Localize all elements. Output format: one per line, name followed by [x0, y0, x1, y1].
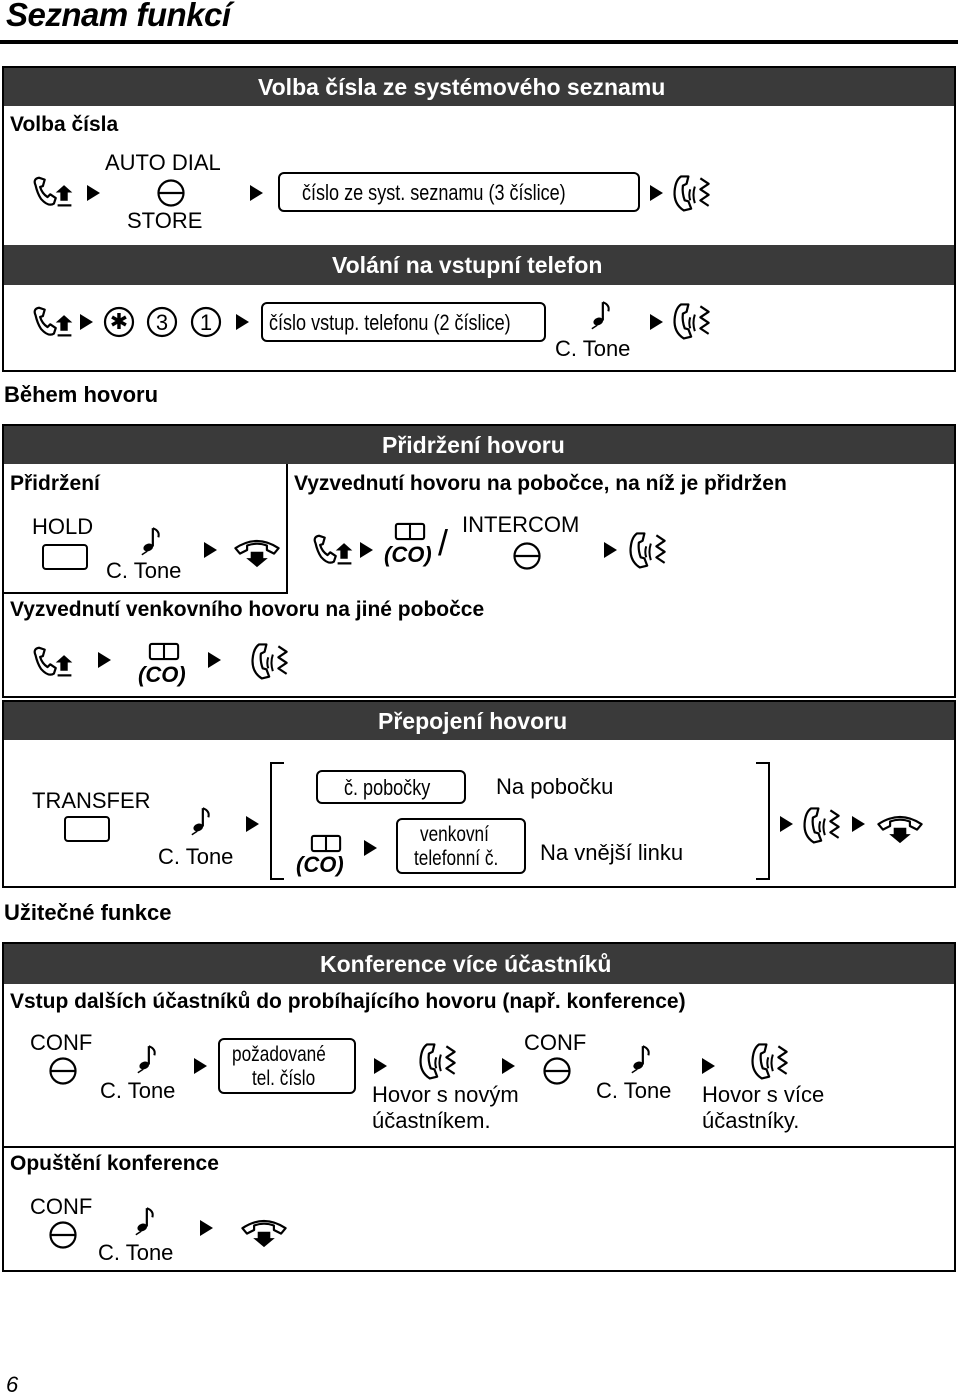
auto-dial-key-icon[interactable]: [156, 178, 186, 208]
or-slash: /: [438, 522, 449, 563]
co-label: (CO): [296, 852, 344, 877]
arrow-icon: [246, 816, 259, 832]
doorphone-number-text: číslo vstup. telefonu (2 číslice): [269, 310, 511, 335]
arrow-icon: [852, 816, 865, 832]
tone-icon: [190, 806, 212, 836]
talk-icon: [670, 300, 716, 342]
key-3-label: 3: [155, 310, 169, 335]
section-behem-hovoru: Během hovoru: [4, 382, 159, 407]
store-label: STORE: [127, 208, 203, 233]
auto-dial-label: AUTO DIAL: [105, 150, 221, 175]
arrow-icon: [360, 542, 373, 558]
arrow-icon: [200, 1220, 213, 1236]
label-hold: Přidržení: [10, 472, 100, 495]
option-extension: Na pobočku: [496, 774, 614, 799]
label-add-party: Vstup dalších účastníků do probíhajícího hovoru (např. konference): [10, 990, 686, 1013]
arrow-icon: [204, 542, 217, 558]
page-title: Seznam funkcí: [6, 0, 231, 33]
co-key-icon[interactable]: [310, 834, 342, 853]
transfer-key-button[interactable]: [64, 816, 110, 842]
header-transfer: [4, 702, 954, 740]
talk-icon: [416, 1040, 462, 1082]
desc-new-party-line2: účastníkem.: [372, 1108, 491, 1133]
star-key-label: ✱: [109, 310, 129, 335]
label-retrieve: Vyzvednutí hovoru na pobočce, na níž je přidržen: [294, 472, 787, 495]
conf-label-2: CONF: [524, 1030, 587, 1055]
tone-icon: [630, 1044, 652, 1074]
arrow-icon: [374, 1058, 387, 1074]
key-1-icon[interactable]: [190, 306, 222, 338]
outside-number-box: [396, 818, 526, 874]
onhook-icon: [233, 532, 281, 568]
bracket-right: [756, 762, 770, 880]
talk-icon: [800, 804, 846, 846]
label-pickup-outside: Vyzvednutí venkovního hovoru na jiné pobočce: [10, 598, 485, 621]
arrow-icon: [80, 314, 93, 330]
ctone-label: C. Tone: [555, 336, 631, 361]
requested-number-line2: tel. číslo: [252, 1067, 316, 1090]
requested-number-line1: požadované: [232, 1043, 326, 1066]
talk-icon: [748, 1040, 794, 1082]
label-leave-conference: Opuštění konference: [10, 1152, 219, 1175]
divider: [286, 464, 288, 592]
dial-panel: [2, 66, 956, 372]
talk-icon: [248, 640, 294, 682]
label-volba-cisla: Volba čísla: [10, 113, 119, 136]
arrow-icon: [87, 185, 100, 201]
star-key-icon[interactable]: [103, 306, 135, 338]
conf-key-icon[interactable]: [48, 1056, 78, 1086]
tone-icon: [590, 300, 612, 330]
header-conference-title: Konference více účastníků: [320, 951, 612, 977]
key-3-icon[interactable]: [146, 306, 178, 338]
conf-key-icon[interactable]: [542, 1056, 572, 1086]
requested-number-box: [218, 1038, 356, 1094]
arrow-icon: [780, 816, 793, 832]
hold-key-button[interactable]: [42, 544, 88, 570]
extension-number-text: č. pobočky: [344, 775, 431, 800]
arrow-icon: [364, 840, 377, 856]
arrow-icon: [236, 314, 249, 330]
ctone-label-2: C. Tone: [596, 1078, 672, 1103]
tone-icon: [134, 1206, 156, 1236]
divider: [4, 592, 288, 594]
onhook-icon: [240, 1212, 288, 1248]
conf-label: CONF: [30, 1030, 93, 1055]
offhook-icon: [310, 532, 356, 569]
tone-icon: [140, 526, 162, 556]
offhook-icon: [30, 174, 76, 211]
ctone-label: C. Tone: [106, 558, 182, 583]
arrow-icon: [250, 185, 263, 201]
ctone-label-3: C. Tone: [98, 1240, 174, 1265]
conf-key-icon[interactable]: [48, 1220, 78, 1250]
arrow-icon: [502, 1058, 515, 1074]
page-number: 6: [6, 1372, 19, 1397]
arrow-icon: [208, 652, 221, 668]
conf-label-3: CONF: [30, 1194, 93, 1219]
system-number-box: [278, 172, 640, 212]
bracket-left: [270, 762, 284, 880]
transfer-panel: [2, 700, 956, 888]
intercom-label: INTERCOM: [462, 512, 580, 537]
talk-icon: [626, 529, 672, 571]
key-1-label: 1: [199, 310, 213, 335]
header-hold-title: Přidržení hovoru: [382, 432, 565, 458]
option-outside-line: Na vnější linku: [540, 840, 684, 865]
hold-panel: [2, 424, 956, 698]
outside-number-line1: venkovní: [420, 823, 489, 846]
co-label: (CO): [138, 662, 186, 687]
header-doorphone: [4, 245, 954, 285]
co-key-icon[interactable]: [148, 642, 180, 661]
arrow-icon: [650, 185, 663, 201]
outside-number-line2: telefonní č.: [414, 847, 499, 870]
section-uzitecne-funkce: Užitečné funkce: [4, 900, 172, 925]
header-dial: [4, 68, 954, 106]
header-dial-title: Volba čísla ze systémového seznamu: [258, 74, 666, 100]
desc-more-parties-line2: účastníky.: [702, 1108, 800, 1133]
doorphone-number-box: [261, 302, 546, 342]
desc-more-parties-line1: Hovor s více: [702, 1082, 825, 1107]
arrow-icon: [604, 542, 617, 558]
co-label: (CO): [384, 542, 432, 567]
co-key-icon[interactable]: [394, 522, 426, 541]
intercom-key-icon[interactable]: [512, 541, 542, 571]
arrow-icon: [98, 652, 111, 668]
system-number-text: číslo ze syst. seznamu (3 číslice): [302, 180, 566, 205]
tone-icon: [136, 1044, 158, 1074]
onhook-icon: [876, 808, 924, 844]
arrow-icon: [702, 1058, 715, 1074]
arrow-icon: [650, 314, 663, 330]
offhook-icon: [30, 304, 76, 341]
header-doorphone-title: Volání na vstupní telefon: [332, 252, 603, 278]
conference-panel: [2, 942, 956, 1272]
transfer-label: TRANSFER: [32, 788, 151, 813]
extension-number-box: [316, 770, 466, 804]
header-transfer-title: Přepojení hovoru: [378, 708, 568, 734]
header-hold: [4, 426, 954, 464]
header-conference: [4, 944, 954, 984]
offhook-icon: [30, 644, 76, 681]
divider: [4, 1146, 954, 1148]
ctone-label: C. Tone: [100, 1078, 176, 1103]
talk-icon: [670, 172, 716, 214]
arrow-icon: [194, 1058, 207, 1074]
hold-label: HOLD: [32, 514, 94, 539]
title-rule: [0, 40, 958, 44]
ctone-label: C. Tone: [158, 844, 234, 869]
desc-new-party-line1: Hovor s novým: [372, 1082, 519, 1107]
